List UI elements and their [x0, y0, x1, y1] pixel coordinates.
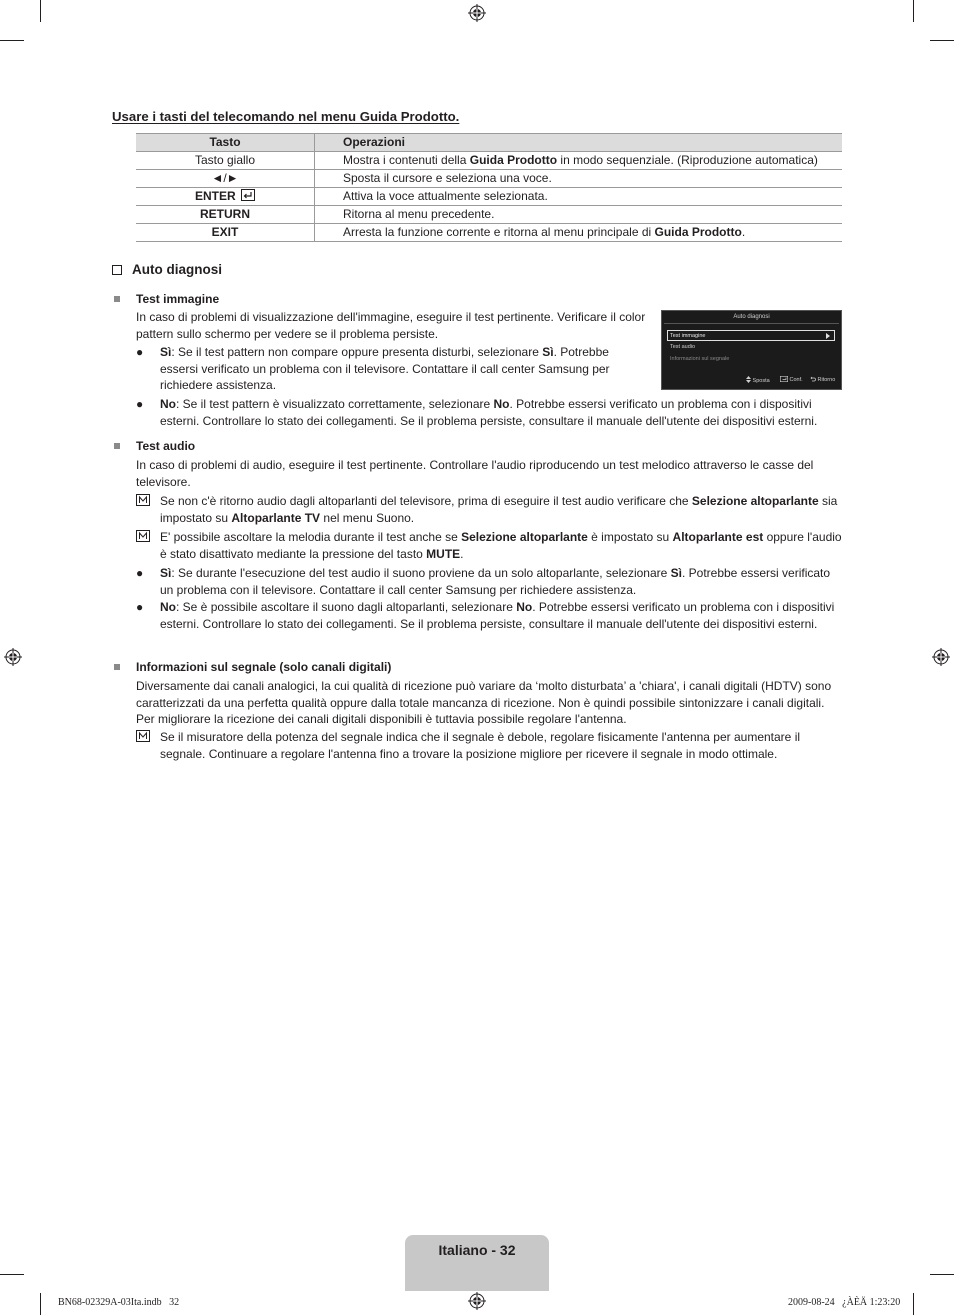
note-text-part: nel menu Suono. [320, 510, 415, 525]
test-audio-intro: In caso di problemi di audio, eseguire il test pertinente. Controllare l'audio riproducendo un test melodico attraverso le casse del televisore. [136, 458, 814, 489]
item-title: Test immagine [136, 292, 220, 306]
bullet-text-part: : Se il test pattern non compare oppure presenta disturbi, selezionare [171, 345, 543, 359]
bullet-text-part: : Se è possibile ascoltare il suono dagli altoparlanti, selezionare [176, 600, 517, 614]
crop-mark-top-left-v [40, 0, 41, 22]
osd-arrow-right-icon [826, 333, 830, 339]
table-row [136, 223, 842, 241]
table-cell-operation [315, 205, 843, 223]
table-cell-key: Tasto giallo [136, 151, 315, 169]
note-text [160, 493, 842, 526]
table-header-row [136, 134, 842, 152]
table-cell-operation [315, 151, 843, 169]
osd-auto-diagnosi-screenshot [661, 310, 842, 390]
item-title: Informazioni sul segnale (solo canali digitali) [136, 660, 392, 674]
bullet-text-part: . Potrebbe essersi verificato un problema con il televisore. Contattare il call center Samsung per richiedere assistenza. [160, 345, 610, 392]
table-row [136, 151, 842, 169]
bullet-dot-icon: ● [136, 345, 144, 359]
table-row [136, 205, 842, 223]
table-cell-text: Arresta la funzione corrente e ritorna al menu principale di [343, 224, 655, 239]
table-cell-key [136, 187, 315, 205]
enter-key-label: ENTER [194, 188, 236, 203]
item-title: Test audio [136, 439, 196, 453]
osd-menu-item[interactable]: Test audio [670, 344, 696, 350]
table-cell-bold-text: Guida Prodotto [469, 152, 558, 167]
crop-mark-bottom-left-h [0, 1274, 24, 1275]
note-text-part: E' possibile ascoltare la melodia durante il test anche se [160, 530, 462, 544]
square-bullet-icon [114, 664, 120, 670]
osd-footer-label: Sposta [752, 378, 770, 384]
bullet-text-part: . Potrebbe essersi verificato un problema con i dispositivi esterni. Controllare lo stato dei collegamenti. Se il problema persiste, consultare il manuale dell'utente dei dispositivi esterni. [160, 600, 835, 631]
osd-divider [664, 323, 839, 324]
checkbox-bullet-icon [112, 265, 122, 275]
osd-menu-item-selected[interactable] [667, 330, 835, 341]
bullet-label: No [160, 600, 176, 614]
table-cell-bold-text: Guida Prodotto [654, 224, 742, 239]
table-cell-text: Mostra i contenuti della [343, 152, 470, 167]
bullet-text-part: : Se durante l'esecuzione del test audio il suono proviene da un solo altoparlante, selezionare [171, 566, 671, 580]
registration-mark-right-icon [932, 648, 950, 666]
table-cell-text: Sposta il cursore e seleziona una voce. [343, 170, 552, 185]
note-text [160, 529, 842, 562]
note-text-part: . [460, 546, 464, 561]
osd-menu-item[interactable]: Informazioni sul segnale [670, 356, 730, 362]
note-bold-part: Selezione altoparlante [691, 494, 819, 508]
remote-keys-table [136, 133, 842, 242]
table-cell-text: in modo sequenziale. (Riproduzione automatica) [557, 152, 818, 167]
bullet-dot-icon: ● [136, 600, 144, 614]
item-test-immagine [114, 291, 219, 308]
bullet-text [160, 396, 842, 429]
bullet-dot-icon: ● [136, 566, 144, 580]
page-number-tab [405, 1235, 549, 1291]
bullet-label: Sì [160, 566, 172, 580]
bullet-text-part: . Potrebbe essersi verificato un problema con il televisore. Contattare il call center Samsung per richiedere assistenza. [160, 566, 831, 597]
osd-menu-item-label: Test immagine [670, 333, 706, 339]
return-icon [810, 376, 816, 382]
crop-mark-top-right-h [930, 40, 954, 41]
table-header-key: Tasto [136, 134, 315, 152]
table-row [136, 169, 842, 187]
subsection-title-text: Auto diagnosi [132, 262, 222, 277]
table-cell-operation [315, 187, 843, 205]
crop-mark-top-left-h [0, 40, 24, 41]
crop-mark-bottom-right-h [930, 1274, 954, 1275]
table-cell-key: ◄/► [136, 169, 315, 187]
osd-title: Auto diagnosi [733, 314, 770, 320]
bullet-text [160, 565, 842, 598]
registration-mark-top-icon [468, 4, 486, 22]
bullet-label: Sì [160, 345, 172, 359]
enter-icon [780, 376, 788, 382]
bullet-text-part: . Potrebbe essersi verificato un problema con i dispositivi esterni. Controllare lo stato dei collegamenti. Se il problema persiste, consultare il manuale dell'utente dei dispositivi esterni. [160, 397, 818, 428]
table-row [136, 187, 842, 205]
note-bold-part: MUTE [426, 546, 461, 561]
bullet-bold-part: No [493, 397, 510, 411]
print-slug-date: 2009-08-24 ¿ÀÈÄ 1:23:20 [788, 1297, 901, 1308]
square-bullet-icon [114, 443, 120, 449]
crop-mark-bottom-right-v [913, 1293, 914, 1315]
note-icon [136, 730, 150, 742]
table-cell-operation [315, 223, 843, 241]
note-bold-part: Altoparlante TV [231, 510, 321, 525]
item-test-audio [114, 438, 195, 455]
bullet-text-part: : Se il test pattern è visualizzato correttamente, selezionare [176, 397, 494, 411]
registration-mark-left-icon [4, 648, 22, 666]
note-text: Se il misuratore della potenza del segnale indica che il segnale è debole, regolare fisicamente l'antenna per aumentare il segnale. Continuare a regolare l'antenna fino a trovare la posizione migliore per ricevere il segnale in modo ottimale. [160, 730, 801, 761]
registration-mark-bottom-icon [468, 1292, 486, 1310]
table-cell-key: RETURN [136, 205, 315, 223]
table-cell-text: . [741, 224, 746, 239]
table-header-operations: Operazioni [315, 134, 843, 152]
square-bullet-icon [114, 296, 120, 302]
enter-key-icon [241, 189, 255, 201]
up-down-arrow-icon [746, 376, 751, 383]
subsection-title [112, 262, 222, 279]
table-cell-text: Attiva la voce attualmente selezionata. [343, 188, 548, 203]
bullet-text [160, 344, 622, 394]
bullet-label: No [160, 397, 176, 411]
osd-footer-move [746, 376, 770, 385]
note-bold-part: Selezione altoparlante [461, 530, 588, 544]
osd-footer-enter [780, 376, 803, 384]
table-cell-operation [315, 169, 843, 187]
bullet-dot-icon: ● [136, 397, 144, 411]
page-number-label: Italiano - 32 [438, 1242, 516, 1258]
note-text-part: oppure l'audio è stato disattivato mediante la pressione del tasto [160, 530, 842, 561]
table-cell-key: EXIT [136, 223, 315, 241]
note-text-part: Se non c'è ritorno audio dagli altoparlanti del televisore, prima di eseguire il test audio verificare che [160, 494, 692, 508]
bullet-bold-part: Sì [670, 566, 682, 580]
bullet-bold-part: Sì [542, 345, 554, 359]
table-cell-text: Ritorna al menu precedente. [343, 206, 495, 221]
crop-mark-bottom-left-v [40, 1293, 41, 1315]
item-informazioni-segnale [114, 659, 391, 676]
osd-footer-label: Ritorno [817, 377, 836, 383]
print-slug-file: BN68-02329A-03Ita.indb 32 [58, 1297, 180, 1308]
note-text-part: sia impostato su [160, 494, 838, 525]
note-bold-part: Altoparlante est [672, 530, 764, 544]
osd-footer-label: Conf. [789, 377, 803, 383]
bullet-text [160, 599, 842, 632]
crop-mark-top-right-v [913, 0, 914, 22]
test-immagine-intro: In caso di problemi di visualizzazione dell'immagine, eseguire il test pertinente. Verificare il color pattern sullo schermo per vedere se il problema persiste. [136, 310, 646, 341]
segnale-intro: Diversamente dai canali analogici, la cui qualità di ricezione può variare da ‘molto disturbata’ a 'chiara', i canali digitali (HDTV) sono caratterizzati da una perfetta qualità oppure dalla totale mancanza di ricezione. Non è quindi possibile sintonizzare i canali digitali. Per migliorare la ricezione dei canali digitali disponibili è tuttavia possibile regolare l'antenna. [136, 679, 832, 726]
section-title: Usare i tasti del telecomando nel menu Guida Prodotto. [112, 109, 460, 124]
bullet-bold-part: No [516, 600, 533, 614]
note-text-part: è impostato su [587, 530, 673, 544]
note-icon [136, 494, 150, 506]
osd-footer-return [810, 376, 835, 384]
note-icon [136, 530, 150, 542]
